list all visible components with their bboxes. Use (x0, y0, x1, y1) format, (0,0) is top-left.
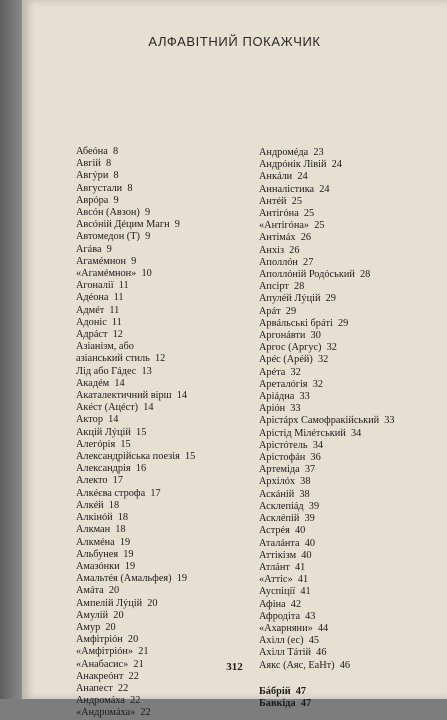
index-entry: Апсірт 28 (259, 281, 305, 293)
index-entry: Августали 8 (76, 182, 133, 194)
index-entry: Авсóній Дéцим Магн 9 (76, 219, 180, 231)
index-entry: Аякс (Аяс, ЕаНт) 46 (259, 659, 351, 671)
index-entry: Амáта 20 (76, 585, 120, 597)
index-entry: Аргонáвти 30 (259, 330, 321, 342)
index-entry: Афіна 42 (259, 598, 302, 610)
index-entry: Авсóн (Авзон) 9 (76, 207, 151, 219)
index-entry: Авгýри 8 (76, 170, 119, 182)
index-entry: Агоналії 11 (76, 280, 129, 292)
index-entry: Аріáдна 33 (259, 391, 310, 403)
index-entry: Актор 14 (76, 414, 119, 426)
index-entry: Анакреóнт 22 (76, 670, 139, 682)
index-entry: Аріóн 33 (259, 403, 301, 415)
index-entry: Амальтéя (Амальфея) 19 (76, 573, 188, 585)
index-entry: Асклепіáд 39 (259, 500, 320, 512)
index-entry: Арáт 29 (259, 305, 297, 317)
index-entry: Адоніс 11 (76, 316, 122, 328)
index-entry: Арістóтель 34 (259, 439, 324, 451)
index-entry: Арéс (Арéй) 32 (259, 354, 329, 366)
index-entry: Александрія 16 (76, 463, 147, 475)
index-entry: Алекто 17 (76, 475, 123, 487)
index-entry: Аскáній 38 (259, 488, 310, 500)
index-entry: Аполлóній Родóський 28 (259, 269, 371, 281)
index-entry: Аттікізм 40 (259, 549, 312, 561)
index-entry: Анналістика 24 (259, 183, 330, 195)
index-entry: Бавкіда 47 (259, 697, 312, 709)
index-entry: «Антігóна» 25 (259, 220, 325, 232)
index-entry: Алкмéна 19 (76, 536, 131, 548)
index-entry: Агамéмнон 9 (76, 255, 137, 267)
index-entry: «Ахарняни» 44 (259, 622, 329, 634)
index-entry: Амазóнки 19 (76, 560, 136, 572)
index-entry: Амур 20 (76, 621, 116, 633)
index-entry: Андромáха 22 (76, 695, 141, 707)
letter-section-gap (259, 672, 447, 686)
index-entry: Амфітріóн 20 (76, 634, 139, 646)
index-entry: Ахілл (ес) 45 (259, 635, 319, 647)
page-number: 312 (226, 661, 243, 673)
index-entry: Азіанізм, або (76, 341, 134, 353)
book-spine (0, 0, 22, 699)
index-entry: Адрáст 12 (76, 329, 123, 341)
index-entry: Ампелій Лýцій 20 (76, 597, 158, 609)
index-entry: «Аттіс» 41 (259, 574, 309, 586)
index-entry: Арвáльські брáті 29 (259, 317, 349, 329)
index-entry: Аргос (Аргус) 32 (259, 342, 337, 354)
index-entry: Алегóрія 15 (76, 438, 131, 450)
index-entry: Автомедон (Т) 9 (76, 231, 151, 243)
index-entry: Астрéя 40 (259, 525, 306, 537)
index-entry: Атлáнт 41 (259, 561, 306, 573)
index-entry: Архілóх 38 (259, 476, 311, 488)
index-entry: Амулій 20 (76, 609, 124, 621)
index-entry: Алкінóй 18 (76, 512, 129, 524)
index-entry: Абеóна 8 (76, 146, 119, 157)
index-entry: Алкéй 18 (76, 499, 120, 511)
book-page (22, 0, 447, 719)
index-entry: Арістáрх Самофракійський 33 (259, 415, 395, 427)
index-column-left (76, 146, 251, 720)
index-entry: Афродіта 43 (259, 610, 316, 622)
index-entry: «Агамéмнон» 10 (76, 268, 152, 280)
index-entry: Алкéєва строфа 17 (76, 487, 161, 499)
index-entry: Анапест 22 (76, 682, 129, 694)
index-entry: Андромéда 23 (259, 147, 324, 158)
index-entry: Александрійська поезія 15 (76, 451, 196, 463)
index-entry: «Амфітріóн» 21 (76, 646, 149, 658)
index-entry: «Анабасис» 21 (76, 658, 144, 670)
index-entry: Акцій Лýцій 15 (76, 426, 147, 438)
index-entry: Артеміда 37 (259, 464, 316, 476)
index-entry: Адéона 11 (76, 292, 124, 304)
index-entry: Альбунея 19 (76, 548, 134, 560)
index-entry: Ахілл Тáтій 46 (259, 647, 327, 659)
index-entry: Акаталектичний вірш 14 (76, 390, 187, 402)
index-entry: Апулéй Лýцій 29 (259, 293, 336, 305)
index-entry: Авгій 8 (76, 158, 112, 170)
index-column-right (259, 147, 447, 710)
page-header: АЛФАВІТНИЙ ПОКАЖЧИК (148, 34, 321, 49)
index-entry: Антéй 25 (259, 195, 302, 207)
index-entry: Арістофáн 36 (259, 452, 321, 464)
index-entry: Акéст (Ацéст) 14 (76, 402, 154, 414)
index-entry: азіанський стиль 12 (76, 353, 166, 365)
index-entry: Андрóнік Лівій 24 (259, 159, 342, 171)
index-entry: Анкáли 24 (259, 171, 308, 183)
index-entry: Ареталóгія 32 (259, 378, 323, 390)
index-entry: Адмéт 11 (76, 304, 120, 316)
index-entry: Анхіз 26 (259, 244, 300, 256)
index-entry: Арістід Мілéтський 34 (259, 427, 362, 439)
index-entry: Антігóна 25 (259, 208, 315, 220)
index-entry: Бáбрій 47 (259, 685, 307, 697)
index-entry: Алкман 18 (76, 524, 126, 536)
index-entry: Аполлóн 27 (259, 256, 314, 268)
index-entry: Агáва 9 (76, 243, 112, 255)
index-entry: «Андромáха» 22 (76, 707, 151, 719)
index-entry: Аврóра 9 (76, 194, 119, 206)
index-entry: Антімáх 26 (259, 232, 311, 244)
index-entry: Арéта 32 (259, 366, 301, 378)
index-entry: Ауспіції 41 (259, 586, 311, 598)
index-entry: Аталáнта 40 (259, 537, 316, 549)
index-entry: Асклéпій 39 (259, 513, 315, 525)
index-entry: Лід або Гáдес 13 (76, 365, 152, 377)
index-entry: Акадéм 14 (76, 377, 125, 389)
